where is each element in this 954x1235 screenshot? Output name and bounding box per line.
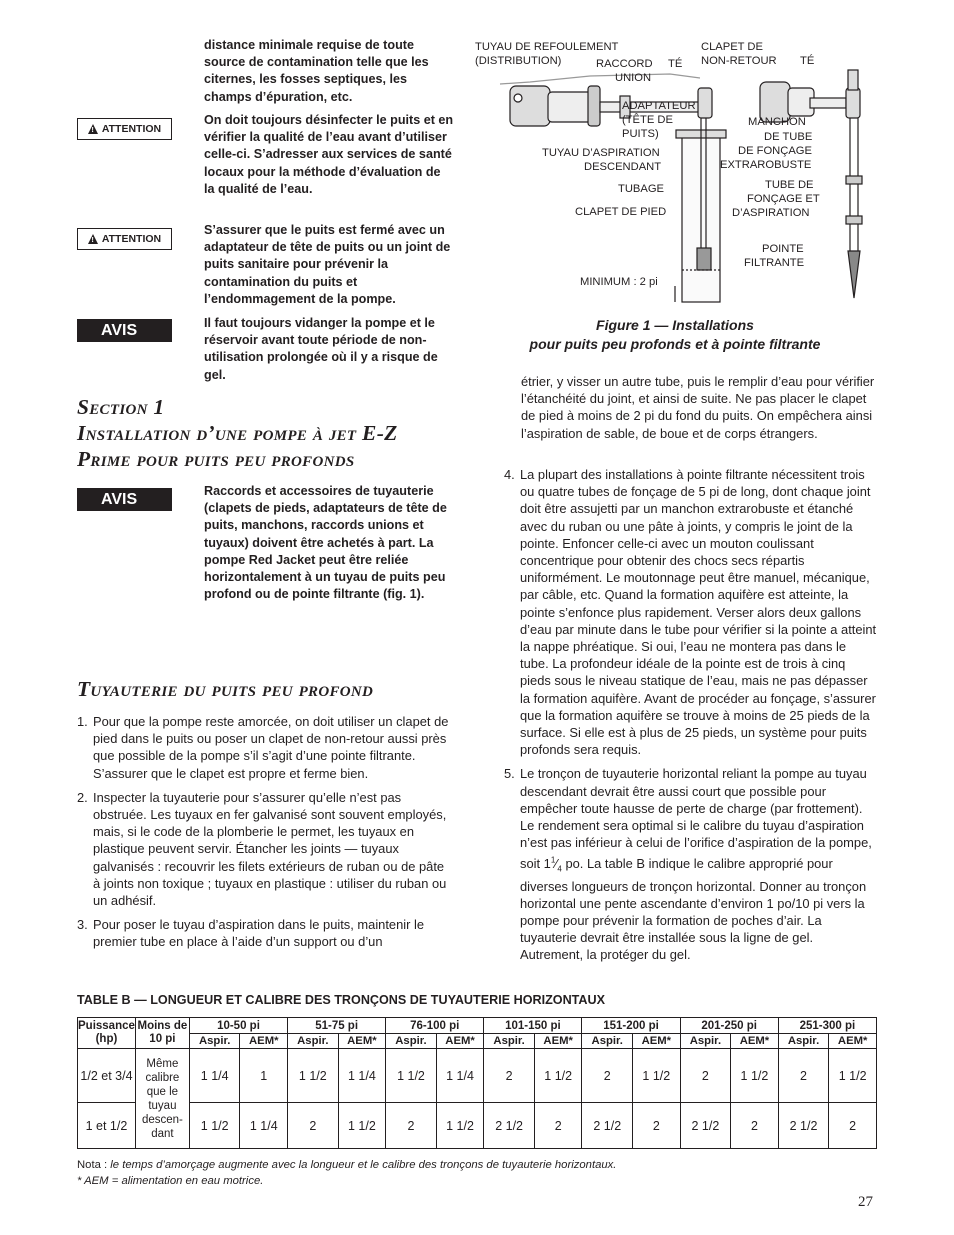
table-cell: 2 xyxy=(731,1103,779,1149)
list-item-text: Pour poser le tuyau d’aspiration dans le puits, maintenir le premier tube en place à l’aide d’un support ou d’un xyxy=(93,917,425,950)
table-cell: 2 xyxy=(288,1103,339,1149)
label-tube-foncage-2: FONÇAGE ET xyxy=(747,193,820,205)
table-cell: 1 1/2 xyxy=(731,1049,779,1103)
table-cell: 1 1/2 xyxy=(338,1103,386,1149)
header-range: 201-250 pi xyxy=(680,1018,778,1034)
subheader-aem: AEM* xyxy=(731,1034,779,1049)
table-cell: 2 xyxy=(778,1049,829,1103)
list-item xyxy=(504,466,878,758)
subheader-aspir: Aspir. xyxy=(778,1034,829,1049)
table-header-row xyxy=(78,1018,877,1034)
label-aspiration-2: DESCENDANT xyxy=(584,161,662,173)
aem-note: * AEM = alimentation en eau motrice. xyxy=(77,1175,264,1187)
note-contamination: distance minimale requise de toute source de contamination telle que les citernes, les fosses septiques, les champs d’épuration, etc. xyxy=(204,38,429,104)
list-item-text: Pour que la pompe reste amorcée, on doit utiliser un clapet de pied dans le puits ou poser un clapet de non-retour aussi près que possible de la pompe s’il s’agit d’une pointe filtrante. S’assurer que le clapet est propre et ferme bien. xyxy=(93,714,449,781)
table-cell: 1 1/4 xyxy=(338,1049,386,1103)
cell-same-as-descendant: Même calibre que le tuyau descen-dant xyxy=(135,1049,189,1149)
warning-triangle-icon xyxy=(88,234,98,244)
table-cell: 1 1/2 xyxy=(534,1049,582,1103)
label-te-1: TÉ xyxy=(668,58,683,70)
label-manchon-3: DE FONÇAGE xyxy=(738,145,812,157)
label-clapet-non-retour-1: CLAPET DE xyxy=(701,41,763,53)
header-moins-10: Moins de 10 pi xyxy=(135,1018,189,1049)
label-union: UNION xyxy=(615,72,652,84)
table-cell: 1 1/2 xyxy=(436,1103,484,1149)
table-title: TABLE B — LONGUEUR ET CALIBRE DES TRONÇONS DE TUYAUTERIE HORIZONTAUX xyxy=(77,993,606,1007)
subheader-aem: AEM* xyxy=(240,1034,288,1049)
table-cell: 1 1/2 xyxy=(386,1049,437,1103)
table-notes xyxy=(77,1157,616,1189)
label-adaptateur-1: ADAPTATEUR xyxy=(622,100,696,112)
subheader-aspir: Aspir. xyxy=(189,1034,240,1049)
label-aspiration-1: TUYAU D’ASPIRATION xyxy=(542,147,660,159)
list-item-text: Inspecter la tuyauterie pour s’assurer qu’elle n’est pas obstruée. Les tuyaux en fer galvanisé sont souvent employés, mais, si le code de la plomberie le permet, les tuyaux en plastique peuvent servir. Étancher les joints — tuyaux galvanisés : recouvrir les filets extérieurs de ruban ou de pâte à joints non toxique ; tuyaux en plastique : utiliser du ruban ou un adhésif. xyxy=(93,789,447,909)
table-cell: 2 xyxy=(633,1103,681,1149)
figure-installation-diagram xyxy=(470,36,880,306)
list-item xyxy=(77,789,449,909)
table-cell: 1 xyxy=(240,1049,288,1103)
section-title-line3: Prime pour puits peu profonds xyxy=(77,447,355,471)
cell-hp xyxy=(78,1103,136,1149)
label-adaptateur-2: (TÊTE DE xyxy=(622,114,673,126)
right-numbered-list xyxy=(504,466,878,971)
note-drain: Il faut toujours vidanger la pompe et le réservoir avant toute période de non-utilisation prolongée où il y a risque de gel. xyxy=(204,316,438,382)
label-tube-foncage-1: TUBE DE xyxy=(765,179,814,191)
label-tube-foncage-3: D’ASPIRATION xyxy=(732,207,810,219)
left-numbered-list xyxy=(77,713,449,958)
header-range: 51-75 pi xyxy=(288,1018,386,1034)
pipe-size-table xyxy=(77,1017,877,1149)
subheader-aem: AEM* xyxy=(829,1034,877,1049)
list-item xyxy=(77,916,449,950)
list-item-number: 2. xyxy=(77,789,88,805)
text-part-b: po. La table B indique le calibre approprié pour diverses longueurs de tronçon horizontal. Donner au tronçon horizontal une pente ascendante d’environ 1 po/10 pi vers la pompe pour prévenir la formation de poches d’air. La tuyauterie devrait être installée sous la ligne de gel. Autrement, la protéger du gel. xyxy=(520,855,867,963)
subheader-aem: AEM* xyxy=(436,1034,484,1049)
table-cell: 1 1/2 xyxy=(189,1103,240,1149)
label-tubage: TUBAGE xyxy=(618,183,665,195)
table-cell: 2 xyxy=(386,1103,437,1149)
table-row xyxy=(78,1049,877,1103)
nota-text: le temps d’amorçage augmente avec la longueur et le calibre des tronçons de tuyauterie horizontaux. xyxy=(110,1159,617,1171)
table-cell: 1 1/2 xyxy=(633,1049,681,1103)
label-minimum: MINIMUM : 2 pi xyxy=(580,276,658,288)
label-te-2: TÉ xyxy=(800,55,815,67)
nota-label: Nota : xyxy=(77,1159,108,1171)
table-subheader-row xyxy=(78,1034,877,1049)
subheader-aspir: Aspir. xyxy=(386,1034,437,1049)
table-cell: 1 1/4 xyxy=(240,1103,288,1149)
table-cell: 1 1/4 xyxy=(189,1049,240,1103)
table-cell: 2 xyxy=(680,1049,731,1103)
table-cell: 2 1/2 xyxy=(680,1103,731,1149)
warning-triangle-icon xyxy=(88,124,98,134)
section-title xyxy=(77,394,398,472)
label-distribution: (DISTRIBUTION) xyxy=(475,55,562,67)
header-range: 101-150 pi xyxy=(484,1018,582,1034)
attention-badge xyxy=(77,118,172,140)
label-raccord: RACCORD xyxy=(596,58,653,70)
subheader-aspir: Aspir. xyxy=(484,1034,535,1049)
note-sealed: S’assurer que le puits est fermé avec un adaptateur de tête de puits ou un joint de puits sanitaire pour prévenir la contamination du puits et l’endommagement de la pompe. xyxy=(204,223,451,306)
label-manchon-4: EXTRAROBUSTE xyxy=(720,159,812,171)
subheader-aspir: Aspir. xyxy=(680,1034,731,1049)
header-range: 151-200 pi xyxy=(582,1018,680,1034)
label-manchon-2: DE TUBE xyxy=(764,131,813,143)
label-adaptateur-3: PUITS) xyxy=(622,128,659,140)
list-item-number: 1. xyxy=(77,714,88,729)
attention-label: ATTENTION xyxy=(101,233,162,245)
figure-caption-line2: pour puits peu profonds et à pointe filtrante xyxy=(529,336,821,352)
list-item-text: La plupart des installations à pointe filtrante nécessitent trois ou quatre tubes de fonçage de 5 pi de long, dont chaque joint doit être assujetti par un manchon extrarobuste et étanché avec du ruban ou une pâte à joints, y compris le joint de la pointe. Enfoncer celle-ci avec un mouton coulissant concentrique pour obtenir des chocs secs répartis uniformément. Le moutonnage peut être manuel, mécanique, par câble, etc. Quand la formation aquifère est atteinte, la pointe s’enfonce plus rapidement. Verser alors deux gallons d’eau par minute dans le tube pour vérifier si la pointe a atteint la nappe phréatique. Si oui, l’eau ne montera pas dans le tube. La profondeur idéale de la pointe est de trois à cinq pieds sous le niveau statique de l’eau, mais ne pas dépasser la formation aquifère. Avant de procéder au fonçage, s’assurer que la formation aquifère se trouve à moins de 25 pieds de la surface. Si elle est à plus de 25 pieds, un système pour puits profonds sera requis. xyxy=(520,467,877,758)
table-row xyxy=(78,1103,877,1149)
hp-value: 1/2 et 3/4 xyxy=(80,1068,133,1083)
label-pointe-1: POINTE xyxy=(762,243,804,255)
subsection-title: Tuyauterie du puits peu profond xyxy=(77,677,374,701)
label-refoulement: TUYAU DE REFOULEMENT xyxy=(475,41,619,53)
text-part-a: Le tronçon de tuyauterie horizontal reliant la pompe au tuyau descendant devrait être aussi court que possible pour empêcher toute hausse de perte de charge (par frottement). Le rendement sera optimal si le calibre du tuyau d’aspiration n’est pas inférieur à celui de l’orifice d’aspiration de la pompe, soit 1 xyxy=(520,766,872,871)
subheader-aspir: Aspir. xyxy=(582,1034,633,1049)
table-cell: 1 1/2 xyxy=(288,1049,339,1103)
header-range: 251-300 pi xyxy=(778,1018,876,1034)
list-item-number: 5. xyxy=(504,766,515,782)
avis-badge: AVIS xyxy=(77,319,172,342)
table-cell: 1 1/2 xyxy=(829,1049,877,1103)
header-range: 76-100 pi xyxy=(386,1018,484,1034)
subheader-aem: AEM* xyxy=(338,1034,386,1049)
list-item xyxy=(77,713,449,782)
hp-value: 1 et 1/2 xyxy=(85,1118,128,1133)
table-cell: 2 1/2 xyxy=(778,1103,829,1149)
note-accessories: Raccords et accessoires de tuyauterie (clapets de pieds, adaptateurs de tête de puits, manchons, raccords unions et tuyaux) doivent être achetés à part. La pompe Red Jacket peut être reliée horizontalement à un tuyau de puits peu profond ou de pointe filtrante (fig. 1). xyxy=(204,484,447,602)
list-item xyxy=(504,765,878,963)
section-title-line1: Section 1 xyxy=(77,395,165,419)
figure-caption-line1: Figure 1 — Installations xyxy=(596,317,754,333)
subheader-aspir: Aspir. xyxy=(288,1034,339,1049)
attention-badge xyxy=(77,228,172,250)
table-cell: 2 xyxy=(829,1103,877,1149)
table-cell: 2 xyxy=(582,1049,633,1103)
subheader-aem: AEM* xyxy=(534,1034,582,1049)
list-item-text: Le tronçon de tuyauterie horizontal reliant la pompe au tuyau descendant devrait être aussi court que possible pour empêcher toute hausse de perte de charge (par frottement). Le rendement sera optimal si le calibre du tuyau d’aspiration n’est pas inférieur à celui de l’orifice d’aspiration de la pompe, soit $1^1⁄_4$ po. La table B indique le calibre approprié pour diverses longueurs de tronçon horizontal. Donner au tronçon horizontal une pente ascendante d’environ 1 po/10 pi vers la pompe pour prévenir la formation de poches d’air. La tuyauterie devrait être installée sous la ligne de gel. Autrement, la protéger du gel. xyxy=(520,766,872,963)
fraction-denominator: 4 xyxy=(557,864,562,874)
table-cell: 2 xyxy=(484,1049,535,1103)
right-paragraph-continuation: étrier, y visser un autre tube, puis le remplir d’eau pour vérifier l’étanchéité du joint, et ainsi de suite. Ne pas placer le clapet de pied à moins de 2 pi du fond du puits. On empêchera ainsi l’aspiration de sable, de boue et de corps étrangers. xyxy=(521,374,875,441)
label-manchon-1: MANCHON xyxy=(748,116,806,128)
list-item-number: 4. xyxy=(504,467,515,482)
note-disinfect: On doit toujours désinfecter le puits et en vérifier la qualité de l’eau avant d’utiliser celle-ci. S’adresser aux services de santé locaux pour la méthode d’évaluation de la qualité de l’eau. xyxy=(204,113,454,196)
label-clapet-non-retour-2: NON-RETOUR xyxy=(701,55,777,67)
attention-label: ATTENTION xyxy=(101,123,162,135)
fraction-numerator: 1 xyxy=(550,855,556,865)
table-cell: 1 1/4 xyxy=(436,1049,484,1103)
table-cell: 2 1/2 xyxy=(582,1103,633,1149)
header-range: 10-50 pi xyxy=(189,1018,287,1034)
label-clapet-pied: CLAPET DE PIED xyxy=(575,206,667,218)
cell-hp xyxy=(78,1049,136,1103)
nota-line xyxy=(77,1157,616,1173)
section-title-line2: Installation d’une pompe à jet E-Z xyxy=(77,421,398,445)
header-puissance: Puissance (hp) xyxy=(78,1018,136,1049)
label-pointe-2: FILTRANTE xyxy=(744,257,805,269)
subheader-aem: AEM* xyxy=(633,1034,681,1049)
pump-installation-illustration xyxy=(470,36,880,306)
avis-badge: AVIS xyxy=(77,488,172,511)
table-cell: 2 xyxy=(534,1103,582,1149)
page-number: 27 xyxy=(858,1194,873,1210)
table-cell: 2 1/2 xyxy=(484,1103,535,1149)
list-item-number: 3. xyxy=(77,917,88,933)
